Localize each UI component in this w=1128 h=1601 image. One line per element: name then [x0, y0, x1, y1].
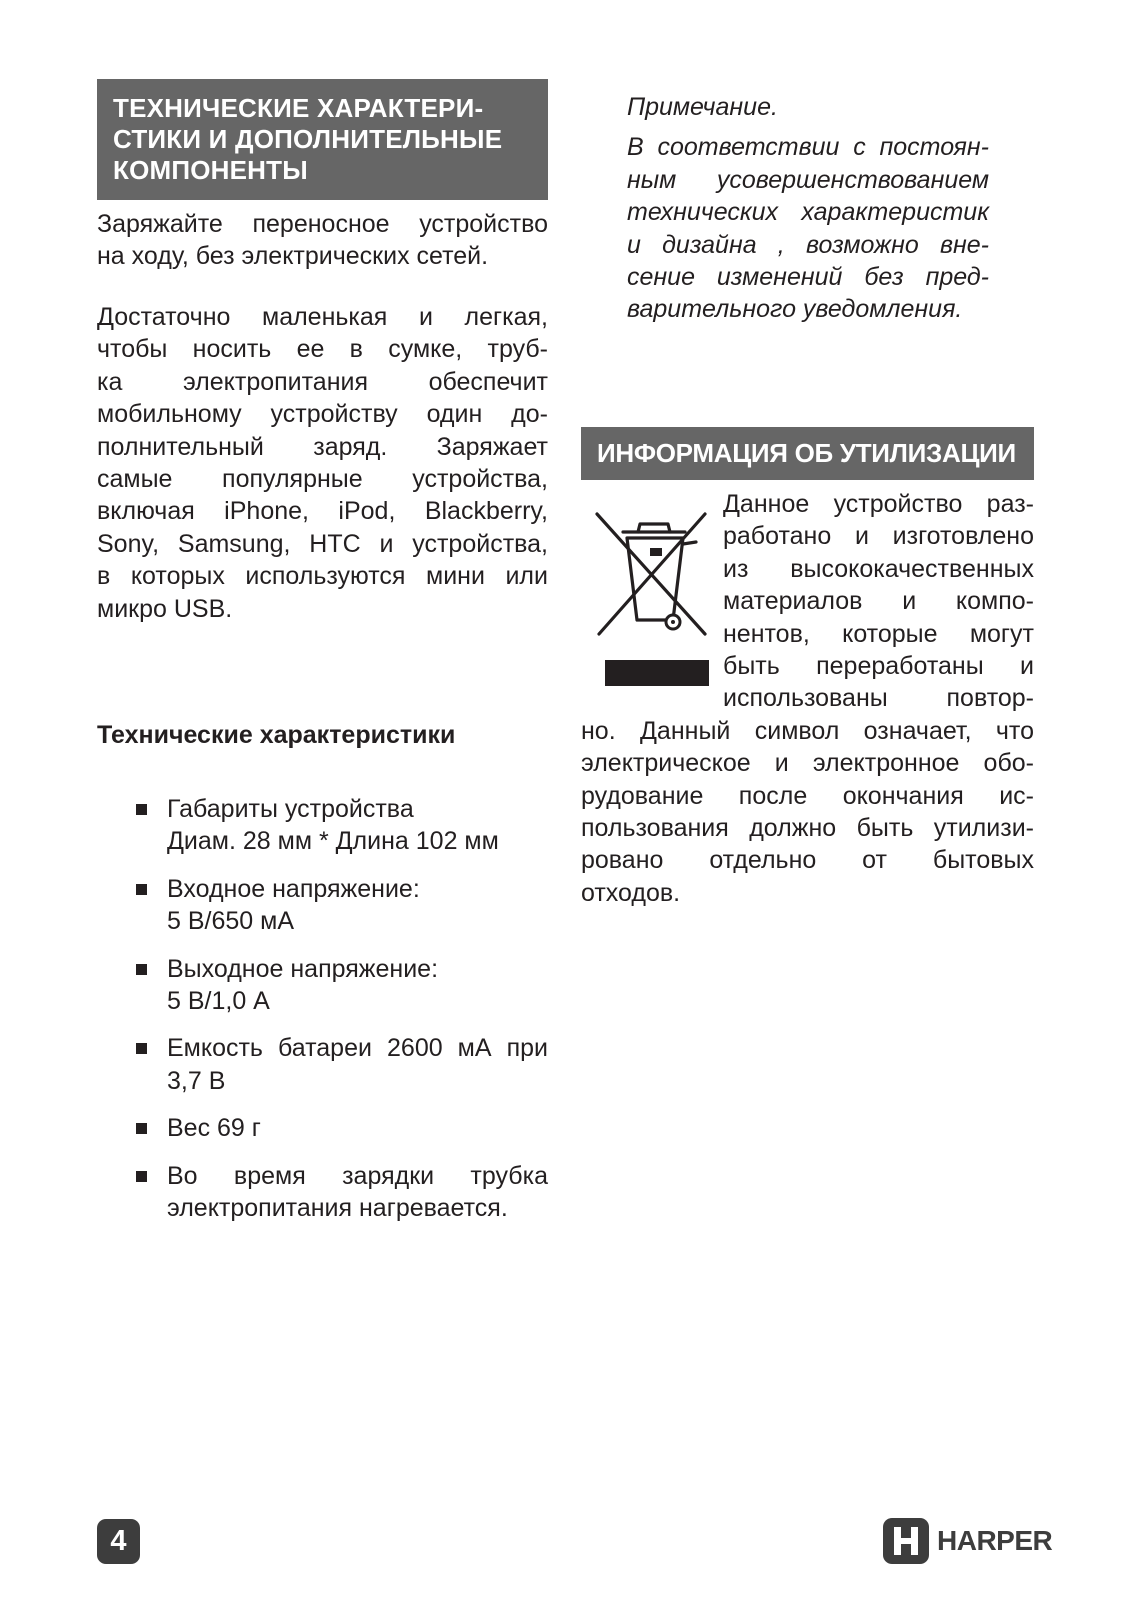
- intro-paragraph: [97, 208, 548, 273]
- spec-text: Во время зарядки трубка: [167, 1161, 548, 1190]
- disposal-line: работано и изготовлено: [723, 522, 1034, 551]
- disposal-line: но. Данный символ означает, что: [581, 716, 1034, 745]
- spec-text: Емкость батареи 2600 мА при: [167, 1034, 548, 1063]
- disposal-line: материалов и компо-: [723, 587, 1034, 616]
- spec-text: 3,7 В: [167, 1066, 226, 1095]
- disposal-line: ровано отдельно от бытовых: [581, 846, 1034, 875]
- note-block: [627, 91, 989, 326]
- square-bullet-icon: [136, 804, 147, 815]
- spec-item-weight: [134, 1112, 548, 1144]
- square-bullet-icon: [136, 964, 147, 975]
- disposal-line: пользования должно быть утилизи-: [581, 814, 1034, 843]
- text-line: в которых используются мини или: [97, 562, 548, 591]
- text-line: мобильному устройству один до-: [97, 400, 548, 429]
- text-line: Заряжайте переносное устройство: [97, 210, 548, 238]
- text-line: самые популярные устройства,: [97, 465, 548, 494]
- banner-line: ТЕХНИЧЕСКИЕ ХАРАКТЕРИ-: [113, 93, 484, 123]
- brand-name: HARPER: [937, 1525, 1053, 1556]
- spec-item-output-voltage: [134, 953, 548, 1018]
- disposal-paragraph: [581, 488, 1034, 909]
- text-line: чтобы носить ее в сумке, труб-: [97, 335, 548, 364]
- left-column: [97, 79, 548, 1223]
- note-line: варительного уведомления.: [627, 295, 963, 324]
- spec-item-heating-note: [134, 1160, 548, 1225]
- spec-text: электропитания нагревается.: [167, 1194, 508, 1223]
- disposal-line: быть переработаны и: [723, 652, 1034, 681]
- note-line: ным усовершенствованием: [627, 165, 989, 194]
- text-line: микро USB.: [97, 594, 233, 623]
- spec-text: Выходное напряжение:: [167, 954, 439, 983]
- specs-section-banner: [97, 79, 548, 200]
- spec-item-input-voltage: [134, 873, 548, 938]
- disposal-line: электрическое и электронное обо-: [581, 749, 1034, 778]
- spec-text: Входное напряжение:: [167, 874, 420, 903]
- note-line: сение изменений без пред-: [627, 263, 989, 292]
- spec-item-battery-capacity: [134, 1032, 548, 1097]
- disposal-line: нентов, которые могут: [723, 619, 1034, 648]
- note-title: Примечание.: [627, 93, 778, 121]
- text-line: ка электропитания обеспечит: [97, 367, 548, 396]
- spec-text: 5 В/1,0 А: [167, 987, 270, 1016]
- disposal-line: использованы повтор-: [723, 684, 1034, 713]
- spec-text: 5 В/650 мА: [167, 907, 294, 936]
- description-paragraph: [97, 301, 548, 625]
- harper-logo: [883, 1518, 1053, 1564]
- note-line: технических характеристик: [627, 198, 989, 227]
- text-line: на ходу, без электрических сетей.: [97, 242, 489, 271]
- square-bullet-icon: [136, 1123, 147, 1134]
- square-bullet-icon: [136, 1171, 147, 1182]
- square-bullet-icon: [136, 884, 147, 895]
- text-line: Достаточно маленькая и легкая,: [97, 303, 548, 331]
- page-number: 4: [97, 1519, 140, 1564]
- harper-h-logo-icon: [883, 1518, 929, 1564]
- specs-list: [134, 793, 548, 1239]
- spec-text: Габариты устройства: [167, 795, 414, 823]
- banner-line: КОМПОНЕНТЫ: [113, 155, 308, 185]
- disposal-line: отходов.: [581, 878, 681, 907]
- disposal-section-banner: ИНФОРМАЦИЯ ОБ УТИЛИЗАЦИИ: [581, 427, 1034, 480]
- banner-line: СТИКИ И ДОПОЛНИТЕЛЬНЫЕ: [113, 124, 503, 154]
- disposal-line: рудование после окончания ис-: [581, 781, 1034, 810]
- spec-item-dimensions: [134, 793, 548, 858]
- note-line: и дизайна , возможно вне-: [627, 230, 989, 259]
- note-line: В соответствии с постоян-: [627, 133, 989, 162]
- spec-text: Вес 69 г: [167, 1114, 261, 1143]
- specs-heading: Технические характеристики: [97, 721, 456, 749]
- text-line: включая iPhone, iPod, Blackberry,: [97, 497, 548, 526]
- disposal-line: Данное устройство раз-: [723, 490, 1034, 518]
- square-bullet-icon: [136, 1043, 147, 1054]
- disposal-line: из высококачественных: [723, 554, 1034, 583]
- spec-text: Диам. 28 мм * Длина 102 мм: [167, 827, 499, 856]
- text-line: полнительный заряд. Заряжает: [97, 432, 548, 461]
- text-line: Sony, Samsung, HTC и устройства,: [97, 529, 548, 558]
